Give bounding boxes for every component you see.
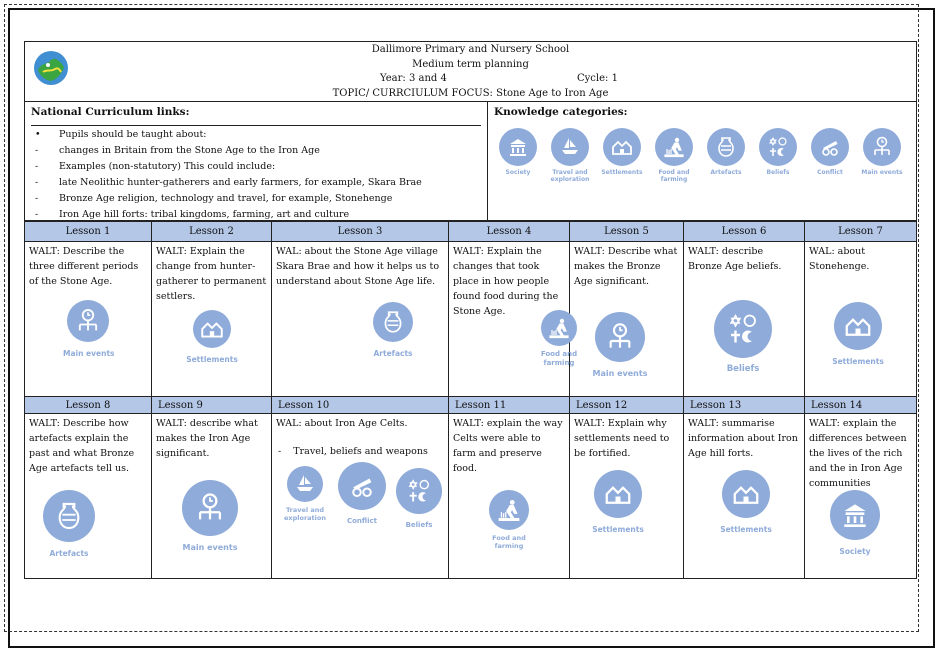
category-main-events xyxy=(856,128,908,176)
category-label: Food and farming xyxy=(658,169,690,183)
lesson-objective: WALT: Describe how artefacts explain the past and what Bronze Age artefacts tell us. xyxy=(29,418,135,474)
lesson-11-heading: Lesson 11 xyxy=(449,396,570,414)
list-item xyxy=(31,209,349,220)
cycle: Cycle: 1 xyxy=(577,73,618,84)
list-item xyxy=(31,129,207,140)
ship-icon xyxy=(287,466,323,502)
list-item xyxy=(31,193,392,204)
lesson-category xyxy=(588,470,648,537)
list-item-text: late Neolithic hunter-gatherers and early farmers, for example, Skara Brae xyxy=(59,177,422,188)
lesson-objective: WALT: explain the differences between the lives of the rich and the in Iron Age communities xyxy=(809,418,907,489)
category-label: Food and farming xyxy=(492,534,526,550)
lesson-category xyxy=(481,490,537,550)
category-label: Travel and exploration xyxy=(550,169,590,183)
ship-icon xyxy=(551,128,589,166)
category-label: Beliefs xyxy=(726,364,760,374)
list-item-text: Bronze Age religion, technology and travel, for example, Stonehenge xyxy=(59,193,393,204)
topic-focus: TOPIC/ CURRCIULUM FOCUS: Stone Age to Iron Age xyxy=(332,88,609,99)
category-label: Main events xyxy=(182,543,238,552)
list-item xyxy=(31,177,422,188)
lesson-10-cell xyxy=(272,414,449,578)
lesson-2-heading: Lesson 2 xyxy=(152,221,272,242)
list-marker: - xyxy=(35,161,39,172)
pot-icon xyxy=(373,302,413,342)
beliefs-icon xyxy=(759,128,797,166)
society-icon xyxy=(499,128,537,166)
national-curriculum-list xyxy=(31,125,481,225)
knowledge-categories-heading: Knowledge categories: xyxy=(494,106,628,118)
lesson-8-heading: Lesson 8 xyxy=(25,396,152,414)
lesson-objective: WAL: about the Stone Age village Skara Brae and how it helps us to understand about Stone Age life. xyxy=(276,246,440,287)
category-label: Beliefs xyxy=(766,169,790,176)
category-label: Settlements xyxy=(186,355,238,364)
category-conflict xyxy=(804,128,856,176)
list-marker: • xyxy=(35,129,41,140)
lesson-objective: WALT: Explain the changes that took place in how people found food during the Stone Age. xyxy=(453,246,559,317)
society-icon xyxy=(830,490,880,540)
category-label: Artefacts xyxy=(49,549,89,558)
category-label: Artefacts xyxy=(373,349,413,358)
category-label: Conflict xyxy=(346,517,377,525)
lesson-9-cell xyxy=(152,414,272,578)
lesson-category xyxy=(394,468,444,533)
list-item-text: Iron Age hill forts: tribal kingdoms, farming, art and culture xyxy=(59,209,350,220)
document-header xyxy=(25,42,916,102)
pot-icon xyxy=(43,490,95,542)
list-item-text: Travel, beliefs and weapons xyxy=(293,446,428,457)
list-item-text: Pupils should be taught about: xyxy=(59,129,207,140)
lesson-category xyxy=(63,300,113,361)
lesson-12-heading: Lesson 12 xyxy=(570,396,684,414)
lesson-1-heading: Lesson 1 xyxy=(25,221,152,242)
list-marker: - xyxy=(278,446,294,457)
lesson-category xyxy=(39,490,99,561)
lesson-8-cell xyxy=(25,414,152,578)
lesson-category xyxy=(588,312,652,381)
lesson-category xyxy=(367,302,419,361)
lesson-3-heading: Lesson 3 xyxy=(272,221,449,242)
lesson-category xyxy=(827,490,883,559)
category-label: Beliefs xyxy=(405,521,433,529)
lesson-11-cell xyxy=(449,414,570,578)
timeline-icon xyxy=(67,300,109,342)
pot-icon xyxy=(707,128,745,166)
lesson-category xyxy=(827,302,889,369)
houses-icon xyxy=(193,310,231,348)
lesson-category xyxy=(336,462,388,529)
beliefs-icon xyxy=(396,468,442,514)
lesson-objective: WALT: Describe the three different periods of the Stone Age. xyxy=(29,246,139,287)
category-label: Travel and exploration xyxy=(284,506,326,522)
houses-icon xyxy=(594,470,642,518)
category-food-farming xyxy=(648,128,700,183)
knowledge-categories-section xyxy=(488,102,916,221)
lesson-6-cell xyxy=(684,242,805,396)
category-label: Artefacts xyxy=(710,169,742,176)
timeline-icon xyxy=(595,312,645,362)
houses-icon xyxy=(834,302,882,350)
lesson-10-heading: Lesson 10 xyxy=(272,396,449,414)
lesson-category xyxy=(712,300,774,377)
lesson-1-cell xyxy=(25,242,152,396)
houses-icon xyxy=(603,128,641,166)
category-label: Settlements xyxy=(832,357,884,366)
lesson-category xyxy=(278,466,332,522)
document-subtitle: Medium term planning xyxy=(412,59,529,70)
list-item xyxy=(278,444,428,459)
list-marker: - xyxy=(35,145,39,156)
lesson-13-heading: Lesson 13 xyxy=(684,396,805,414)
category-settlements xyxy=(596,128,648,176)
lesson-category xyxy=(177,480,243,555)
lesson-objective: WAL: about Stonehenge. xyxy=(809,246,870,272)
lesson-category xyxy=(716,470,776,537)
lesson-4-cell xyxy=(449,242,578,396)
lesson-7-cell xyxy=(805,242,916,396)
lesson-4-heading: Lesson 4 xyxy=(449,221,570,242)
cannon-icon xyxy=(811,128,849,166)
lesson-objective: WALT: describe Bronze Age beliefs. xyxy=(688,246,782,272)
lesson-14-heading: Lesson 14 xyxy=(805,396,916,414)
lesson-5-heading: Lesson 5 xyxy=(570,221,684,242)
lesson-objective: WALT: describe what makes the Iron Age significant. xyxy=(156,418,258,459)
lesson-objective: WALT: summarise information about Iron Age hill forts. xyxy=(688,418,798,459)
timeline-icon xyxy=(863,128,901,166)
lesson-7-heading: Lesson 7 xyxy=(805,221,916,242)
category-label: Society xyxy=(839,547,871,556)
lesson-objective: WALT: explain the way Celts were able to farm and preserve food. xyxy=(453,418,563,474)
lesson-14-cell xyxy=(805,414,916,578)
year-group: Year: 3 and 4 xyxy=(380,73,447,84)
category-label: Conflict xyxy=(817,169,843,176)
category-label: Main events xyxy=(592,369,648,378)
timeline-icon xyxy=(182,480,238,536)
category-society xyxy=(492,128,544,176)
lesson-6-heading: Lesson 6 xyxy=(684,221,805,242)
category-label: Society xyxy=(505,169,531,176)
list-marker: - xyxy=(35,209,39,220)
farming-icon xyxy=(489,490,529,530)
lesson-12-cell xyxy=(570,414,684,578)
category-label: Settlements xyxy=(720,525,772,534)
lesson-9-heading: Lesson 9 xyxy=(152,396,272,414)
lesson-5-cell xyxy=(570,242,684,396)
lesson-objective: WAL: about Iron Age Celts. xyxy=(276,418,408,429)
beliefs-icon xyxy=(714,300,772,358)
farming-icon xyxy=(655,128,693,166)
list-marker: - xyxy=(35,193,39,204)
national-curriculum-section xyxy=(25,102,488,221)
lesson-objective: WALT: Explain why settlements need to be fortified. xyxy=(574,418,670,459)
category-artefacts xyxy=(700,128,752,176)
school-name: Dallimore Primary and Nursery School xyxy=(371,44,570,55)
lesson-13-cell xyxy=(684,414,805,578)
list-item-text: changes in Britain from the Stone Age to the Iron Age xyxy=(59,145,320,156)
category-label: Main events xyxy=(861,169,903,176)
category-travel xyxy=(544,128,596,183)
national-curriculum-heading: National Curriculum links: xyxy=(31,106,190,118)
category-label: Settlements xyxy=(592,525,644,534)
category-label: Settlements xyxy=(601,169,643,176)
category-beliefs xyxy=(752,128,804,176)
lesson-3-cell xyxy=(272,242,449,396)
category-label: Food and farming xyxy=(540,350,578,367)
lesson-2-cell xyxy=(152,242,272,396)
lesson-category xyxy=(182,310,242,367)
lesson-objective: WALT: Explain the change from hunter-gatherer to permanent settlers. xyxy=(156,246,267,302)
list-item-text: Examples (non-statutory) This could include: xyxy=(59,161,276,172)
list-item xyxy=(31,145,320,156)
houses-icon xyxy=(722,470,770,518)
category-label: Main events xyxy=(63,349,115,358)
lesson-objective: WALT: Describe what makes the Bronze Age significant. xyxy=(574,246,678,287)
cannon-icon xyxy=(338,462,386,510)
planning-document xyxy=(24,41,917,579)
list-item xyxy=(31,161,275,172)
list-marker: - xyxy=(35,177,39,188)
